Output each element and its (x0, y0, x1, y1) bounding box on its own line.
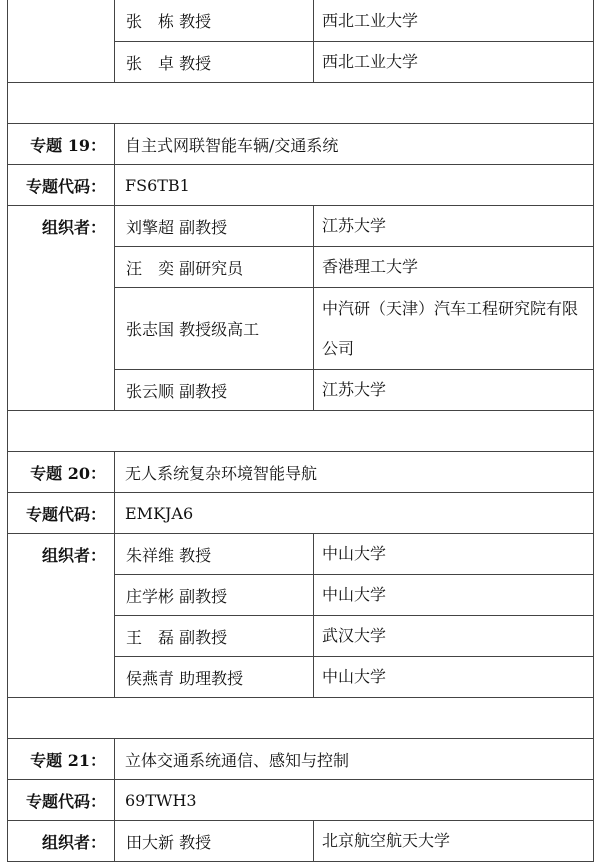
organizer-affiliation: 江苏大学 (314, 206, 594, 247)
organizer-affiliation: 中山大学 (314, 534, 594, 575)
topic-code-label: 专题代码： (8, 780, 115, 821)
topic-code: 69TWH3 (115, 780, 594, 821)
spacer-row (8, 411, 594, 452)
organizers-label: 组织者： (8, 821, 115, 862)
topic-table (7, 0, 594, 862)
organizer-row (8, 821, 594, 862)
organizer-name: 王 磊 副教授 (115, 616, 314, 657)
organizer-affiliation: 武汉大学 (314, 616, 594, 657)
organizer-row (8, 206, 594, 247)
code-row (8, 493, 594, 534)
organizer-name: 张 卓 教授 (115, 42, 314, 83)
organizer-affiliation: 香港理工大学 (314, 247, 594, 288)
topic-code-label: 专题代码： (8, 165, 115, 206)
organizer-affiliation: 西北工业大学 (314, 42, 594, 83)
organizer-name: 张 栋 教授 (115, 0, 314, 42)
topic-title: 无人系统复杂环境智能导航 (115, 452, 594, 493)
organizer-row (8, 0, 594, 42)
organizer-row (8, 534, 594, 575)
topic-label: 专题 20： (8, 452, 115, 493)
organizer-name: 汪 奕 副研究员 (115, 247, 314, 288)
organizers-label: 组织者： (8, 206, 115, 411)
organizer-name: 侯燕青 助理教授 (115, 657, 314, 698)
code-row (8, 165, 594, 206)
organizers-label-cell (8, 0, 115, 83)
organizer-affiliation: 西北工业大学 (314, 0, 594, 42)
topic-label: 专题 19： (8, 124, 115, 165)
organizer-name: 刘擎超 副教授 (115, 206, 314, 247)
spacer-row (8, 698, 594, 739)
code-row (8, 780, 594, 821)
organizer-name: 张志国 教授级高工 (115, 288, 314, 370)
topic-label: 专题 21： (8, 739, 115, 780)
organizer-name: 朱祥维 教授 (115, 534, 314, 575)
topic-code-label: 专题代码： (8, 493, 115, 534)
topic-row (8, 124, 594, 165)
topic-code: EMKJA6 (115, 493, 594, 534)
topic-code: FS6TB1 (115, 165, 594, 206)
organizer-affiliation: 北京航空航天大学 (314, 821, 594, 862)
topic-row (8, 452, 594, 493)
organizer-affiliation: 中山大学 (314, 575, 594, 616)
topic-title: 立体交通系统通信、感知与控制 (115, 739, 594, 780)
organizer-name: 庄学彬 副教授 (115, 575, 314, 616)
topic-title: 自主式网联智能车辆/交通系统 (115, 124, 594, 165)
organizer-name: 田大新 教授 (115, 821, 314, 862)
organizers-label: 组织者： (8, 534, 115, 698)
spacer-row (8, 83, 594, 124)
organizer-name: 张云顺 副教授 (115, 370, 314, 411)
organizer-affiliation: 中山大学 (314, 657, 594, 698)
organizer-affiliation: 江苏大学 (314, 370, 594, 411)
organizer-affiliation: 中汽研（天津）汽车工程研究院有限公司 (314, 288, 594, 370)
topic-row (8, 739, 594, 780)
